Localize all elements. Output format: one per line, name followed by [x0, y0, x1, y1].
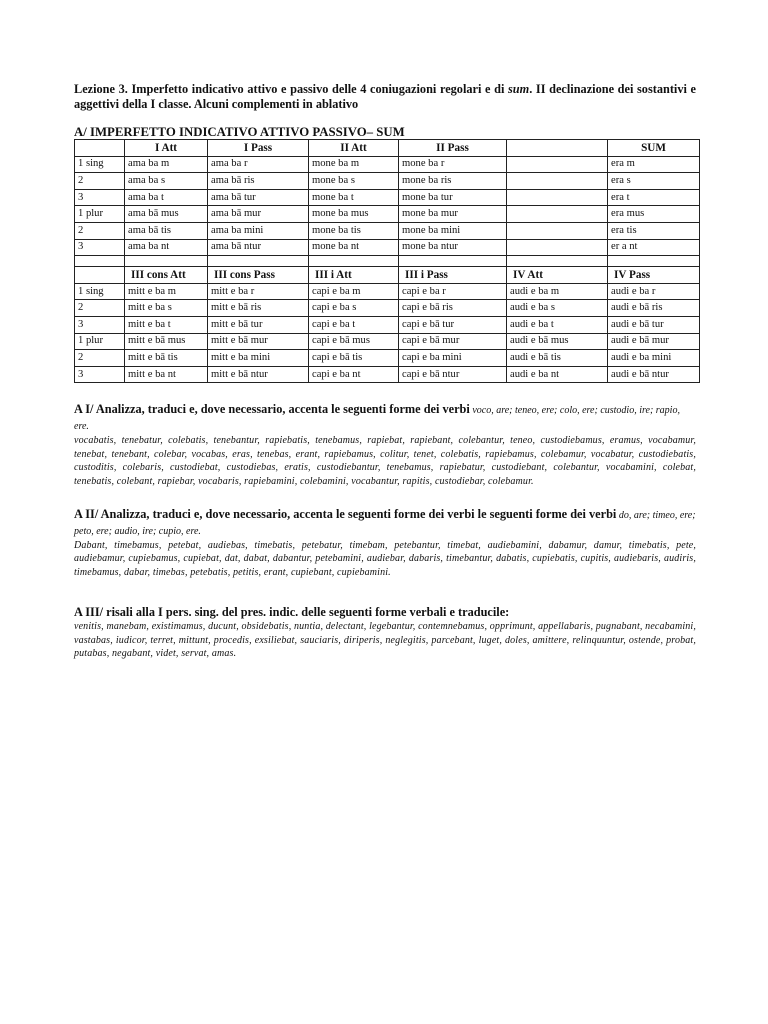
table-row	[75, 173, 700, 190]
table-cell: capi e bā tis	[309, 350, 399, 367]
header-cell: I Att	[125, 140, 208, 157]
table-cell: ama bā ntur	[208, 239, 309, 256]
table-cell	[309, 256, 399, 267]
exercise-2-title	[74, 507, 696, 539]
table-cell: mitt e bā tis	[125, 350, 208, 367]
table-cell: audi e ba s	[507, 300, 608, 317]
table-cell	[507, 173, 608, 190]
exercise-1-title	[74, 402, 696, 434]
table-cell: capi e bā tur	[399, 316, 507, 333]
table-cell: 1 sing	[75, 156, 125, 173]
lesson-intro	[74, 82, 696, 112]
exercise-3-body: venitis, manebam, existimamus, ducunt, obsidebatis, nuntia, delectant, legebantur, contemnebamus, opprimunt, appellabaris, pugnabant, necabamini, vastabas, iudicor, terret, mittunt, procedis, exsiliebat, sauciaris, diriperis, neglegitis, parcebant, luget, doles, amittere, relinquuntur, ostende, probat, putabas, negabant, videt, servat, amas.	[74, 621, 696, 659]
table-cell: er a nt	[608, 239, 700, 256]
document-page	[74, 82, 696, 660]
table-cell: mone ba ris	[399, 173, 507, 190]
table-cell: mitt e ba mini	[208, 350, 309, 367]
table-cell: mone ba nt	[309, 239, 399, 256]
table-cell: mitt e bā mur	[208, 333, 309, 350]
header-cell: III cons Att	[125, 267, 208, 284]
intro-text-1: Lezione 3. Imperfetto indicativo attivo e passivo delle 4 coniugazioni regolari e di	[74, 82, 509, 96]
header-cell: I Pass	[208, 140, 309, 157]
exercise-1-verbs: voco, are; teneo, ere; colo, ere; custodio, ire; rapio, ere.	[74, 405, 680, 433]
table-cell: capi e bā ris	[399, 300, 507, 317]
table-cell: ama ba m	[125, 156, 208, 173]
section-a-title: A/ IMPERFETTO INDICATIVO ATTIVO PASSIVO– SUM	[74, 125, 405, 139]
table-cell: ama ba t	[125, 189, 208, 206]
table-cell: mitt e ba r	[208, 283, 309, 300]
table-cell: capi e ba mini	[399, 350, 507, 367]
exercise-1-heading: A I/ Analizza, traduci e, dove necessario, accenta le seguenti forme dei verbi	[74, 402, 470, 417]
table-cell: era mus	[608, 206, 700, 223]
table-cell: ama bā tur	[208, 189, 309, 206]
table-spacer-row	[75, 256, 700, 267]
table-cell: audi e bā tis	[507, 350, 608, 367]
table-cell: ama bā tis	[125, 222, 208, 239]
table-cell	[507, 206, 608, 223]
table-cell: audi e ba r	[608, 283, 700, 300]
table-cell: ama bā mus	[125, 206, 208, 223]
table-cell: audi e ba nt	[507, 366, 608, 383]
table-cell: audi e bā ntur	[608, 366, 700, 383]
table-cell: 2	[75, 300, 125, 317]
table-row	[75, 333, 700, 350]
header-cell: II Att	[309, 140, 399, 157]
table-cell: ama bā mur	[208, 206, 309, 223]
table-cell: capi e ba m	[309, 283, 399, 300]
table-cell: mitt e ba s	[125, 300, 208, 317]
table-cell: mone ba ntur	[399, 239, 507, 256]
table-cell: 1 sing	[75, 283, 125, 300]
table-cell: mitt e bā ris	[208, 300, 309, 317]
table-cell: audi e ba t	[507, 316, 608, 333]
table-row	[75, 366, 700, 383]
table-cell: 3	[75, 366, 125, 383]
table-cell: audi e bā mur	[608, 333, 700, 350]
table-cell: capi e ba t	[309, 316, 399, 333]
table-row	[75, 156, 700, 173]
table-cell: ama bā ris	[208, 173, 309, 190]
table-cell: mone ba s	[309, 173, 399, 190]
header-cell: III i Att	[309, 267, 399, 284]
table-cell	[507, 239, 608, 256]
conjugation-table	[74, 139, 700, 383]
table-cell: mone ba m	[309, 156, 399, 173]
exercise-2-verbs: do, are; timeo, ere; peto, ere; audio, ire; cupio, ere.	[74, 509, 696, 537]
exercise-3-title: A III/ risali alla I pers. sing. del pres. indic. delle seguenti forme verbali e traducile:	[74, 605, 510, 620]
table-cell	[399, 256, 507, 267]
table-cell	[208, 256, 309, 267]
table-row	[75, 206, 700, 223]
table-row	[75, 283, 700, 300]
table-cell: mone ba tur	[399, 189, 507, 206]
table-cell: capi e bā mus	[309, 333, 399, 350]
table1-header-row	[75, 140, 700, 157]
table-cell: capi e ba r	[399, 283, 507, 300]
table-cell: audi e ba mini	[608, 350, 700, 367]
table-cell: capi e bā ntur	[399, 366, 507, 383]
table-row	[75, 189, 700, 206]
table-cell: era m	[608, 156, 700, 173]
header-cell: II Pass	[399, 140, 507, 157]
table2-header-row	[75, 267, 700, 284]
table-cell: mitt e bā mus	[125, 333, 208, 350]
header-cell	[507, 140, 608, 157]
header-cell: IV Att	[507, 267, 608, 284]
header-cell: III i Pass	[399, 267, 507, 284]
table-cell: 2	[75, 350, 125, 367]
table-cell	[507, 156, 608, 173]
table-cell	[507, 189, 608, 206]
table-cell: 3	[75, 189, 125, 206]
table-cell: mitt e bā ntur	[208, 366, 309, 383]
table-cell: mitt e bā tur	[208, 316, 309, 333]
table-cell: era t	[608, 189, 700, 206]
table-row	[75, 222, 700, 239]
exercise-2-heading: A II/ Analizza, traduci e, dove necessario, accenta le seguenti forme dei verbi le seguenti forme dei verbi	[74, 506, 617, 521]
table-cell: mitt e ba nt	[125, 366, 208, 383]
table-cell: capi e bā mur	[399, 333, 507, 350]
table-cell: 3	[75, 239, 125, 256]
header-cell: IV Pass	[608, 267, 700, 284]
table-cell: 2	[75, 222, 125, 239]
table-cell: 1 plur	[75, 333, 125, 350]
intro-sum: sum	[508, 82, 530, 96]
table-row	[75, 239, 700, 256]
table-cell	[608, 256, 700, 267]
table-cell: ama ba r	[208, 156, 309, 173]
table-cell: 3	[75, 316, 125, 333]
table-row	[75, 350, 700, 367]
table-cell: audi e ba m	[507, 283, 608, 300]
table-cell: era tis	[608, 222, 700, 239]
table-cell	[507, 256, 608, 267]
table-cell	[125, 256, 208, 267]
table-cell: ama ba nt	[125, 239, 208, 256]
table-cell: ama ba mini	[208, 222, 309, 239]
table-cell: mone ba mus	[309, 206, 399, 223]
table-row	[75, 316, 700, 333]
table-cell	[507, 222, 608, 239]
table-cell: audi e bā tur	[608, 316, 700, 333]
header-cell: SUM	[608, 140, 700, 157]
table-cell: mitt e ba t	[125, 316, 208, 333]
table-cell: era s	[608, 173, 700, 190]
table-cell	[75, 256, 125, 267]
exercise-2-body: Dabant, timebamus, petebat, audiebas, timebatis, petebatur, timebam, petebantur, timebat, audiebamini, dabamur, damur, timebatis, pete, audiebamur, cupiebamus, cupiebat, dat, dabat, dabantur, petebamini, audiebar, dabaris, timebantur, dabatis, cupiebatis, cupitis, audiebaris, audiris, timebamus, dabar, timebas, petebatis, petitis, erant, cupiebant, cupiebamini.	[74, 539, 696, 578]
table-cell: mone ba t	[309, 189, 399, 206]
table-cell: audi e bā ris	[608, 300, 700, 317]
exercise-1-body: vocabatis, tenebatur, colebatis, tenebantur, rapiebatis, tenebamus, rapiebat, rapiebant, colebantur, teneo, custodiebamus, eramus, vocabamur, tenebat, tenebant, colebar, vocabas, eras, tenebas, erant, rapiebamus, colitur, tenet, colebatis, rapiebamus, colebamur, vocabatur, custodiebatis, custoditis, colebaris, custodiebat, custodiebas, eratis, custodiebantur, tenebamus, rapiebatur, custodiebant, colebantur, vocabamini, colebat, tenebatis, colebant, rapiebar, vocabaris, rapiebamini, colebamini, vocabantur, rapitis, custodiebar, colebamur.	[74, 435, 696, 487]
table-cell: ama ba s	[125, 173, 208, 190]
table-cell: mitt e ba m	[125, 283, 208, 300]
table-cell: capi e ba s	[309, 300, 399, 317]
table-cell: 1 plur	[75, 206, 125, 223]
table-row	[75, 300, 700, 317]
table-cell: audi e bā mus	[507, 333, 608, 350]
table-cell: capi e ba nt	[309, 366, 399, 383]
table-cell: mone ba tis	[309, 222, 399, 239]
header-cell	[75, 267, 125, 284]
intro-text-2: . II declinazione dei sostantivi e aggettivi della I classe. Alcuni complementi in ablativo	[74, 82, 696, 111]
table-cell: mone ba mur	[399, 206, 507, 223]
table-cell: mone ba r	[399, 156, 507, 173]
header-cell: III cons Pass	[208, 267, 309, 284]
table-cell: mone ba mini	[399, 222, 507, 239]
header-cell	[75, 140, 125, 157]
table-cell: 2	[75, 173, 125, 190]
